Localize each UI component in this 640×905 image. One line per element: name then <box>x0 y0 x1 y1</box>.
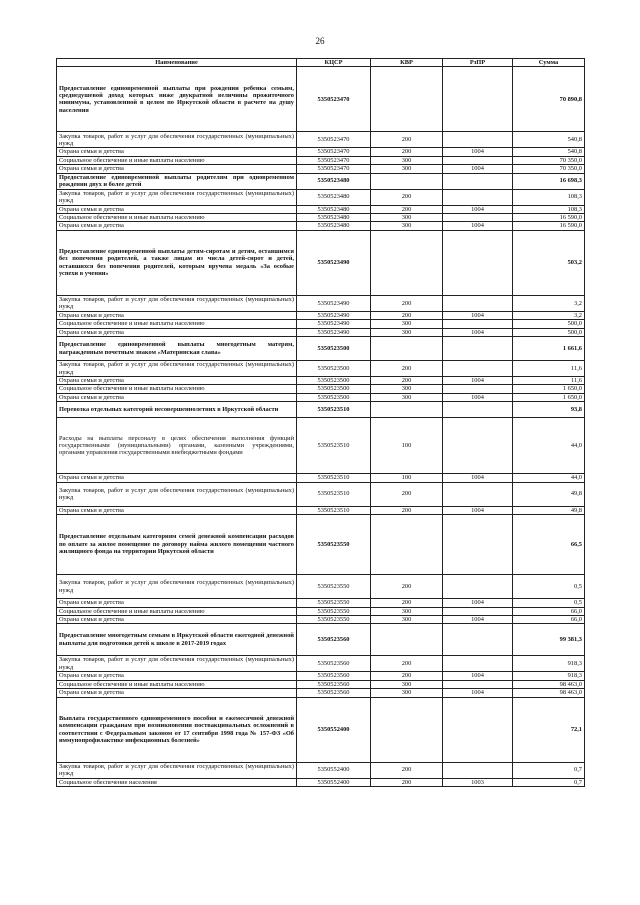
cell-rzpr: 1004 <box>443 506 513 514</box>
cell-name: Закупка товаров, работ и услуг для обеспечения государственных (муниципальных) нужд <box>57 575 297 599</box>
table-row <box>57 506 585 514</box>
cell-rzpr <box>443 607 513 615</box>
cell-kvr: 200 <box>371 205 443 213</box>
table-row <box>57 762 585 778</box>
cell-sum: 0,5 <box>513 575 585 599</box>
table-row <box>57 165 585 173</box>
table-row <box>57 361 585 377</box>
cell-rzpr <box>443 575 513 599</box>
cell-name: Предоставление единовременной выплаты при рождении ребенка семьям, среднедушевой доход которых ниже двукратной величины прожиточного минимума, установленной в целом по Иркутской области в расчете на душу населения <box>57 67 297 132</box>
cell-name: Охрана семьи и детства <box>57 672 297 680</box>
cell-sum: 98 463,0 <box>513 680 585 688</box>
cell-rzpr: 1004 <box>443 689 513 697</box>
cell-sum: 49,8 <box>513 506 585 514</box>
cell-kvr <box>371 173 443 189</box>
cell-name: Закупка товаров, работ и услуг для обеспечения государственных (муниципальных) нужд <box>57 295 297 311</box>
table-row <box>57 474 585 482</box>
cell-kvr: 300 <box>371 222 443 230</box>
cell-kvr: 100 <box>371 418 443 474</box>
cell-name: Охрана семьи и детства <box>57 474 297 482</box>
cell-kcsr: 5350523470 <box>297 165 371 173</box>
cell-kcsr: 5350523560 <box>297 656 371 672</box>
cell-rzpr: 1004 <box>443 222 513 230</box>
cell-sum: 1 650,0 <box>513 393 585 401</box>
table-row <box>57 377 585 385</box>
table-row <box>57 173 585 189</box>
table-row <box>57 189 585 205</box>
cell-sum: 16 590,0 <box>513 222 585 230</box>
cell-sum: 0,7 <box>513 778 585 786</box>
cell-sum: 72,1 <box>513 697 585 762</box>
cell-sum: 503,2 <box>513 230 585 295</box>
cell-sum: 108,3 <box>513 189 585 205</box>
cell-kvr <box>371 624 443 656</box>
cell-kcsr: 5350523510 <box>297 402 371 418</box>
table-row <box>57 67 585 132</box>
table-row <box>57 328 585 336</box>
cell-kcsr: 5350523560 <box>297 689 371 697</box>
cell-kcsr: 5350523550 <box>297 615 371 623</box>
cell-rzpr: 1004 <box>443 148 513 156</box>
column-header-rzpr: РзПР <box>443 59 513 67</box>
table-row <box>57 214 585 222</box>
cell-rzpr <box>443 418 513 474</box>
cell-kvr: 200 <box>371 295 443 311</box>
table-row <box>57 337 585 361</box>
cell-name: Охрана семьи и детства <box>57 328 297 336</box>
cell-rzpr <box>443 361 513 377</box>
table-row <box>57 575 585 599</box>
cell-kvr <box>371 67 443 132</box>
cell-rzpr <box>443 337 513 361</box>
cell-name: Социальное обеспечение и иные выплаты населению <box>57 214 297 222</box>
cell-sum: 66,0 <box>513 607 585 615</box>
cell-name: Охрана семьи и детства <box>57 311 297 319</box>
cell-rzpr <box>443 173 513 189</box>
cell-sum: 3,2 <box>513 311 585 319</box>
table-row <box>57 515 585 575</box>
cell-kvr: 200 <box>371 132 443 148</box>
cell-name: Закупка товаров, работ и услуг для обеспечения государственных (муниципальных) нужд <box>57 132 297 148</box>
cell-kvr <box>371 697 443 762</box>
cell-kcsr: 5350523500 <box>297 337 371 361</box>
cell-sum: 99 381,3 <box>513 624 585 656</box>
cell-rzpr <box>443 656 513 672</box>
cell-sum: 44,0 <box>513 418 585 474</box>
cell-sum: 11,6 <box>513 361 585 377</box>
cell-name: Охрана семьи и детства <box>57 205 297 213</box>
cell-kcsr: 5350523550 <box>297 607 371 615</box>
table-row <box>57 402 585 418</box>
cell-sum: 49,8 <box>513 482 585 506</box>
table-row <box>57 689 585 697</box>
cell-kvr: 300 <box>371 607 443 615</box>
cell-kvr: 300 <box>371 393 443 401</box>
cell-kcsr: 5350523480 <box>297 189 371 205</box>
cell-kvr: 300 <box>371 328 443 336</box>
cell-kvr: 300 <box>371 320 443 328</box>
cell-sum: 11,6 <box>513 377 585 385</box>
cell-name: Предоставление единовременной выплаты родителям при одновременном рождении двух и более детей <box>57 173 297 189</box>
cell-kvr <box>371 515 443 575</box>
table-row <box>57 697 585 762</box>
cell-kcsr: 5350523510 <box>297 474 371 482</box>
cell-kcsr: 5350523560 <box>297 672 371 680</box>
cell-sum: 16 698,3 <box>513 173 585 189</box>
cell-rzpr <box>443 385 513 393</box>
cell-name: Охрана семьи и детства <box>57 165 297 173</box>
table-row <box>57 607 585 615</box>
cell-rzpr <box>443 482 513 506</box>
cell-rzpr <box>443 189 513 205</box>
cell-kcsr: 5350523470 <box>297 148 371 156</box>
cell-rzpr <box>443 515 513 575</box>
cell-rzpr <box>443 156 513 164</box>
column-header-kcsr: КЦСР <box>297 59 371 67</box>
cell-rzpr: 1003 <box>443 778 513 786</box>
cell-name: Охрана семьи и детства <box>57 615 297 623</box>
cell-rzpr <box>443 132 513 148</box>
cell-kcsr: 5350523480 <box>297 214 371 222</box>
cell-kcsr: 5350523510 <box>297 506 371 514</box>
cell-sum: 44,0 <box>513 474 585 482</box>
table-row <box>57 230 585 295</box>
cell-rzpr: 1004 <box>443 615 513 623</box>
table-row <box>57 418 585 474</box>
cell-kcsr: 5350552400 <box>297 697 371 762</box>
cell-sum: 500,0 <box>513 328 585 336</box>
cell-sum: 0,7 <box>513 762 585 778</box>
cell-name: Предоставление многодетным семьям в Иркутской области ежегодной денежной выплаты для подготовки детей к школе в 2017-2019 годах <box>57 624 297 656</box>
cell-name: Закупка товаров, работ и услуг для обеспечения государственных (муниципальных) нужд <box>57 189 297 205</box>
table-row <box>57 615 585 623</box>
cell-kcsr: 5350523490 <box>297 230 371 295</box>
cell-kcsr: 5350523470 <box>297 132 371 148</box>
cell-name: Охрана семьи и детства <box>57 393 297 401</box>
cell-sum: 540,8 <box>513 148 585 156</box>
cell-sum: 3,2 <box>513 295 585 311</box>
cell-rzpr: 1004 <box>443 311 513 319</box>
cell-name: Социальное обеспечение и иные выплаты населению <box>57 680 297 688</box>
cell-kcsr: 5350523560 <box>297 680 371 688</box>
table-row <box>57 156 585 164</box>
cell-name: Охрана семьи и детства <box>57 148 297 156</box>
table-row <box>57 680 585 688</box>
cell-sum: 540,8 <box>513 132 585 148</box>
cell-rzpr <box>443 680 513 688</box>
cell-sum: 16 590,0 <box>513 214 585 222</box>
cell-rzpr: 1004 <box>443 205 513 213</box>
cell-kvr: 200 <box>371 672 443 680</box>
cell-rzpr <box>443 67 513 132</box>
cell-kvr <box>371 402 443 418</box>
cell-name: Выплата государственного единовременного пособия и ежемесячной денежной компенсации гражданам при возникновении поствакцинальных осложнений в соответствии с Федеральным законом от 17 сентября 1998 года № 157-ФЗ «Об иммунопрофилактике инфекционных болезней» <box>57 697 297 762</box>
table-row <box>57 320 585 328</box>
cell-name: Социальное обеспечение населения <box>57 778 297 786</box>
table-row <box>57 132 585 148</box>
cell-rzpr <box>443 697 513 762</box>
cell-sum: 500,0 <box>513 320 585 328</box>
cell-kcsr: 5350523550 <box>297 515 371 575</box>
cell-kcsr: 5350523490 <box>297 328 371 336</box>
cell-name: Социальное обеспечение и иные выплаты населению <box>57 607 297 615</box>
cell-kcsr: 5350523550 <box>297 575 371 599</box>
cell-name: Предоставление отдельным категориям семей денежной компенсации расходов по оплате за жилое помещение по договору найма жилого помещения частного жилищного фонда на территории Иркутской области <box>57 515 297 575</box>
cell-name: Охрана семьи и детства <box>57 599 297 607</box>
cell-name: Закупка товаров, работ и услуг для обеспечения государственных (муниципальных) нужд <box>57 656 297 672</box>
table-row <box>57 222 585 230</box>
cell-kvr: 200 <box>371 148 443 156</box>
cell-kcsr: 5350523560 <box>297 624 371 656</box>
budget-table <box>56 58 585 787</box>
table-row <box>57 599 585 607</box>
cell-kcsr: 5350523480 <box>297 173 371 189</box>
table-body <box>57 67 585 787</box>
cell-kcsr: 5350552400 <box>297 762 371 778</box>
cell-kcsr: 5350523490 <box>297 295 371 311</box>
table-row <box>57 385 585 393</box>
cell-kvr: 200 <box>371 311 443 319</box>
table-row <box>57 778 585 786</box>
cell-rzpr <box>443 320 513 328</box>
cell-rzpr <box>443 295 513 311</box>
cell-name: Охрана семьи и детства <box>57 377 297 385</box>
cell-name: Охрана семьи и детства <box>57 689 297 697</box>
table-row <box>57 148 585 156</box>
cell-kvr: 200 <box>371 656 443 672</box>
cell-sum: 70 890,8 <box>513 67 585 132</box>
cell-kcsr: 5350552400 <box>297 778 371 786</box>
cell-kcsr: 5350523500 <box>297 385 371 393</box>
cell-rzpr <box>443 230 513 295</box>
cell-name: Закупка товаров, работ и услуг для обеспечения государственных (муниципальных) нужд <box>57 482 297 506</box>
cell-rzpr: 1004 <box>443 328 513 336</box>
cell-sum: 918,3 <box>513 672 585 680</box>
cell-kvr: 300 <box>371 385 443 393</box>
cell-sum: 66,0 <box>513 615 585 623</box>
cell-kvr: 300 <box>371 689 443 697</box>
cell-kvr: 200 <box>371 778 443 786</box>
cell-sum: 70 350,0 <box>513 156 585 164</box>
cell-kcsr: 5350523500 <box>297 361 371 377</box>
cell-kcsr: 5350523550 <box>297 599 371 607</box>
cell-rzpr <box>443 624 513 656</box>
page-number: 26 <box>315 36 325 46</box>
cell-kcsr: 5350523510 <box>297 418 371 474</box>
cell-name: Закупка товаров, работ и услуг для обеспечения государственных (муниципальных) нужд <box>57 361 297 377</box>
cell-rzpr: 1004 <box>443 672 513 680</box>
cell-kvr <box>371 337 443 361</box>
cell-kcsr: 5350523500 <box>297 393 371 401</box>
cell-rzpr <box>443 762 513 778</box>
cell-sum: 1 650,0 <box>513 385 585 393</box>
table-header-row <box>57 59 585 67</box>
cell-kvr: 300 <box>371 156 443 164</box>
cell-name: Охрана семьи и детства <box>57 222 297 230</box>
table-row <box>57 624 585 656</box>
cell-name: Закупка товаров, работ и услуг для обеспечения государственных (муниципальных) нужд <box>57 762 297 778</box>
cell-kvr: 300 <box>371 615 443 623</box>
cell-name: Социальное обеспечение и иные выплаты населению <box>57 385 297 393</box>
table-row <box>57 482 585 506</box>
cell-rzpr: 1004 <box>443 393 513 401</box>
cell-name: Социальное обеспечение и иные выплаты населению <box>57 156 297 164</box>
cell-kcsr: 5350523510 <box>297 482 371 506</box>
cell-rzpr: 1004 <box>443 377 513 385</box>
cell-kvr: 200 <box>371 575 443 599</box>
cell-kvr: 200 <box>371 377 443 385</box>
cell-kvr: 200 <box>371 762 443 778</box>
cell-kvr: 200 <box>371 482 443 506</box>
cell-name: Охрана семьи и детства <box>57 506 297 514</box>
cell-rzpr: 1004 <box>443 599 513 607</box>
column-header-sum: Сумма <box>513 59 585 67</box>
cell-name: Социальное обеспечение и иные выплаты населению <box>57 320 297 328</box>
cell-name: Расходы на выплаты персоналу в целях обеспечения выполнения функций государственными (муниципальными) органами, казенными учреждениями, органами управления государственными внебюджетными фондами <box>57 418 297 474</box>
table-row <box>57 393 585 401</box>
cell-rzpr <box>443 402 513 418</box>
column-header-name: Наименование <box>57 59 297 67</box>
cell-sum: 70 350,0 <box>513 165 585 173</box>
cell-kcsr: 5350523480 <box>297 205 371 213</box>
cell-kvr <box>371 230 443 295</box>
cell-kcsr: 5350523500 <box>297 377 371 385</box>
table-row <box>57 205 585 213</box>
cell-sum: 93,8 <box>513 402 585 418</box>
cell-name: Предоставление единовременной выплаты многодетным матерям, награжденным почетным знаком «Материнская слава» <box>57 337 297 361</box>
cell-kcsr: 5350523480 <box>297 222 371 230</box>
cell-rzpr: 1004 <box>443 165 513 173</box>
table-row <box>57 295 585 311</box>
cell-sum: 66,5 <box>513 515 585 575</box>
table-row <box>57 311 585 319</box>
cell-sum: 0,5 <box>513 599 585 607</box>
cell-name: Перевозка отдельных категорий несовершеннолетних в Иркутской области <box>57 402 297 418</box>
cell-sum: 1 661,6 <box>513 337 585 361</box>
cell-name: Предоставление единовременной выплаты детям-сиротам и детям, оставшимся без попечения родителей, а также лицам из числа детей-сирот и детей, оставшихся без попечения родителей, которым вручена медаль «За особые успехи в учении» <box>57 230 297 295</box>
cell-rzpr <box>443 214 513 222</box>
table-row <box>57 672 585 680</box>
cell-kvr: 200 <box>371 189 443 205</box>
table-row <box>57 656 585 672</box>
cell-kvr: 200 <box>371 361 443 377</box>
cell-sum: 918,3 <box>513 656 585 672</box>
cell-kcsr: 5350523470 <box>297 67 371 132</box>
cell-kvr: 300 <box>371 165 443 173</box>
cell-kvr: 300 <box>371 680 443 688</box>
cell-kvr: 200 <box>371 599 443 607</box>
column-header-kvr: КВР <box>371 59 443 67</box>
cell-kcsr: 5350523490 <box>297 311 371 319</box>
cell-sum: 98 463,0 <box>513 689 585 697</box>
cell-kcsr: 5350523470 <box>297 156 371 164</box>
cell-kvr: 100 <box>371 474 443 482</box>
cell-kcsr: 5350523490 <box>297 320 371 328</box>
cell-sum: 108,3 <box>513 205 585 213</box>
cell-kvr: 200 <box>371 506 443 514</box>
cell-rzpr: 1004 <box>443 474 513 482</box>
cell-kvr: 300 <box>371 214 443 222</box>
